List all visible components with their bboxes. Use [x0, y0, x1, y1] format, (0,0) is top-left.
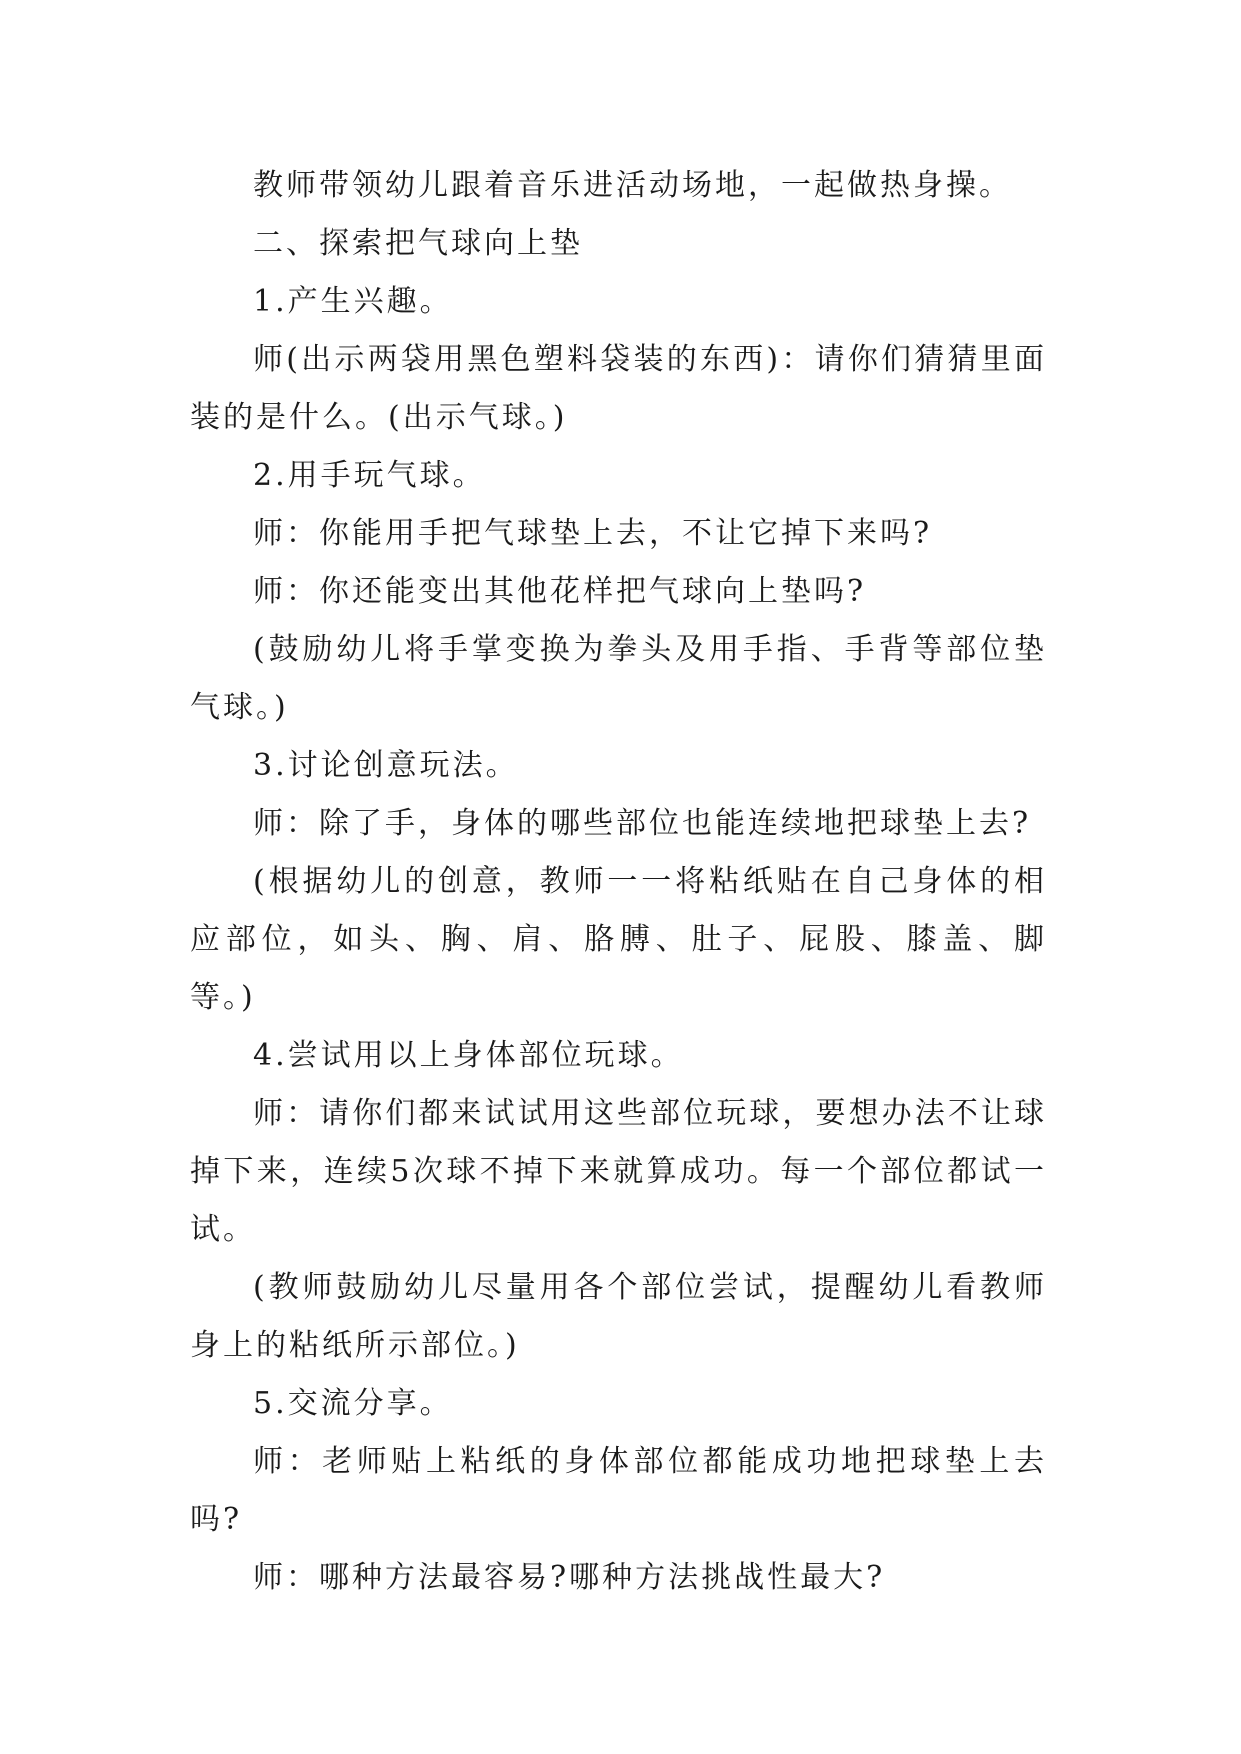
paragraph-other-ways-question: 师：你还能变出其他花样把气球向上垫吗?: [253, 574, 867, 609]
paragraph-share-question-2: 师：哪种方法最容易?哪种方法挑战性最大?: [253, 1560, 886, 1595]
document-body: [190, 157, 1047, 1607]
paragraph-body-parts-question: 师：除了手，身体的哪些部位也能连续地把球垫上去?: [253, 806, 1032, 841]
paragraph-sticker-note: (根据幼儿的创意，教师一一将粘纸贴在自己身体的相应部位，如头、胸、肩、胳膊、肚子、屁股、膝盖、脚等。): [190, 864, 1047, 1015]
step-heading-interest: 1.产生兴趣。: [253, 284, 453, 319]
paragraph-try-instruction: 师：请你们都来试试用这些部位玩球，要想办法不让球掉下来，连续5次球不掉下来就算成功。每一个部位都试一试。: [190, 1096, 1047, 1247]
paragraph-encourage-note: (鼓励幼儿将手掌变换为拳头及用手指、手背等部位垫气球。): [190, 632, 1047, 725]
paragraph-hand-question: 师：你能用手把气球垫上去，不让它掉下来吗?: [253, 516, 933, 551]
paragraph-try-note: (教师鼓励幼儿尽量用各个部位尝试，提醒幼儿看教师身上的粘纸所示部位。): [190, 1270, 1047, 1363]
paragraph-share-question-1: 师：老师贴上粘纸的身体部位都能成功地把球垫上去吗?: [190, 1444, 1047, 1537]
step-heading-try: 4.尝试用以上身体部位玩球。: [253, 1038, 684, 1073]
step-heading-discuss: 3.讨论创意玩法。: [253, 748, 519, 783]
section-heading-explore: 二、探索把气球向上垫: [253, 226, 583, 261]
paragraph-guess-bags: 师(出示两袋用黑色塑料袋装的东西)：请你们猜猜里面装的是什么。(出示气球。): [190, 342, 1047, 435]
step-heading-share: 5.交流分享。: [253, 1386, 453, 1421]
paragraph-warmup: 教师带领幼儿跟着音乐进活动场地，一起做热身操。: [253, 168, 1012, 203]
step-heading-hand-play: 2.用手玩气球。: [253, 458, 486, 493]
